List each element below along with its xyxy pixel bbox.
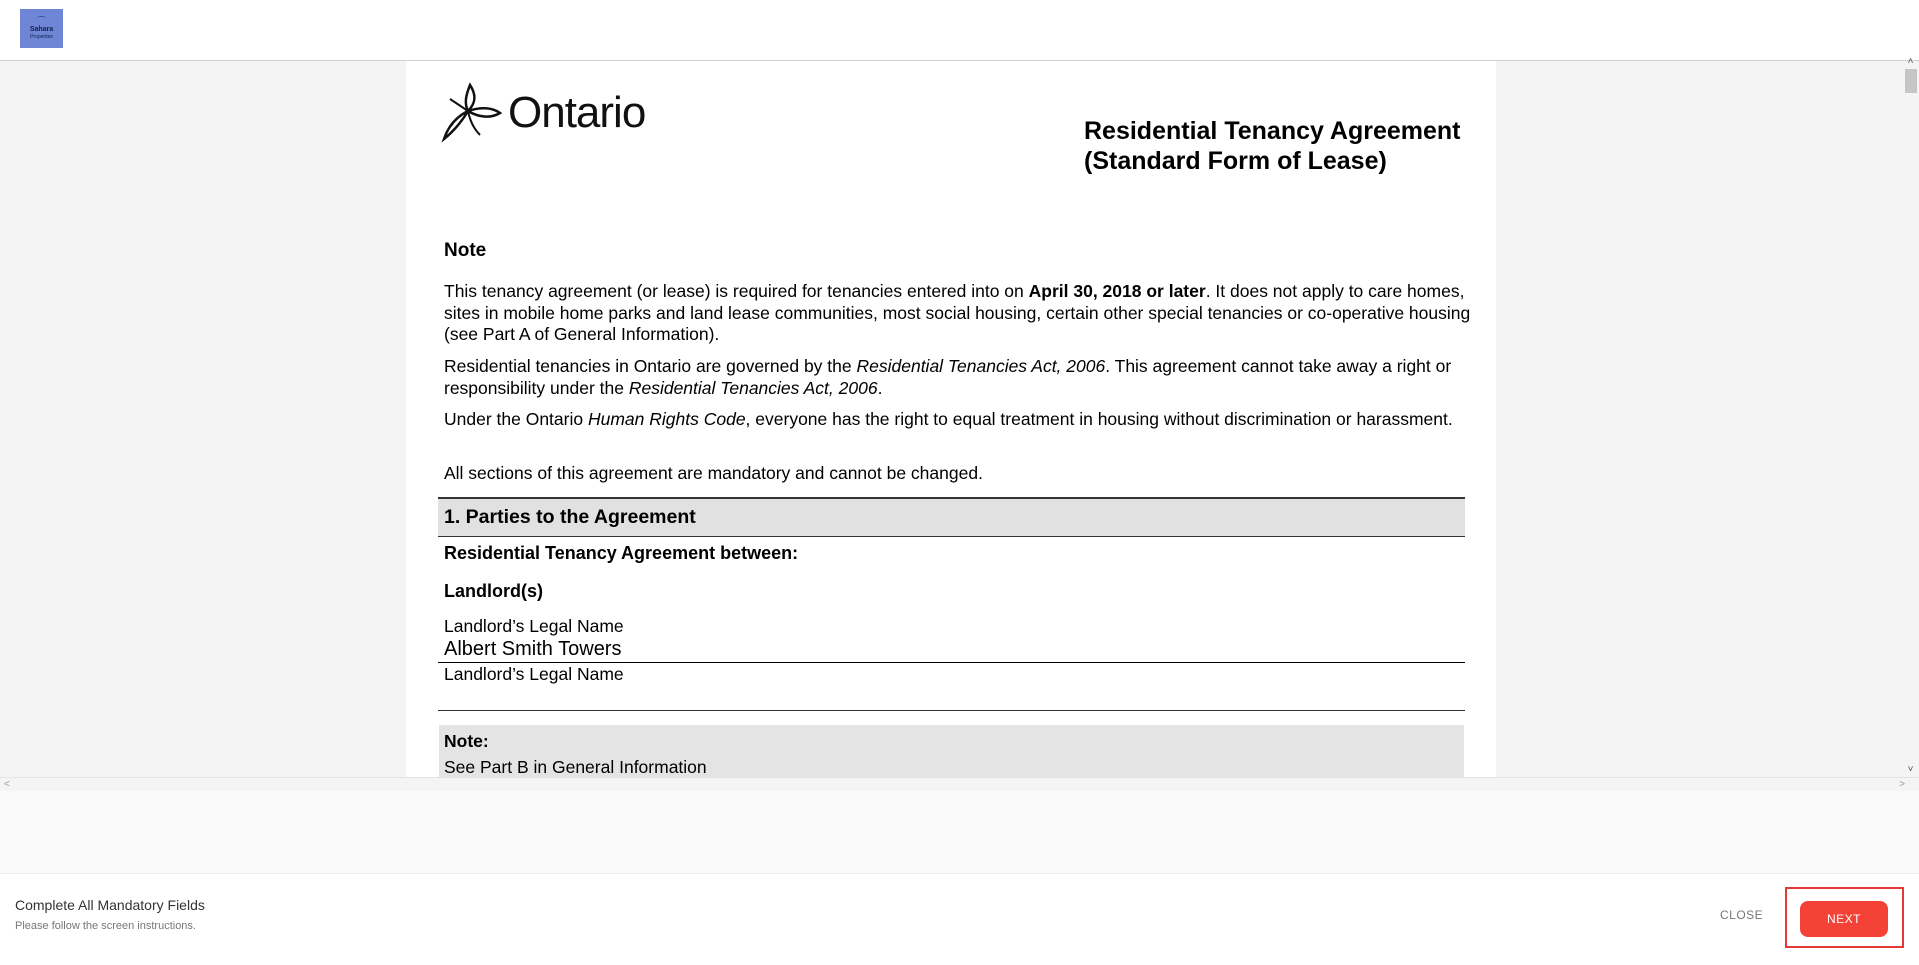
note-box-heading: Note: [444,731,489,751]
footer-bar [0,873,1919,965]
logo-line2: Properties [30,34,53,40]
next-button[interactable]: NEXT [1800,901,1888,937]
note-box [439,725,1464,785]
note-heading: Note [444,240,487,261]
scroll-up-icon[interactable]: ˄ [1907,56,1914,67]
landlord-name-label: Landlord’s Legal Name [444,616,624,636]
landlord-name-field[interactable]: Albert Smith Towers [444,638,622,660]
scroll-left-icon[interactable]: ˂ [4,779,10,790]
title-line1: Residential Tenancy Agreement [1084,117,1461,145]
horizontal-scrollbar[interactable] [0,777,1919,792]
ontario-logo [440,81,645,145]
section-1-title: 1. Parties to the Agreement [444,506,696,528]
landlord-name-caption: Landlord’s Legal Name [444,664,624,684]
field-underline [438,662,1465,663]
intro-paragraph-3: Under the Ontario Human Rights Code, everyone has the right to equal treatment in housing without discrimination or harassment. [444,409,1453,429]
trillium-icon [440,81,504,145]
close-button[interactable]: CLOSE [1720,908,1764,922]
scroll-right-icon[interactable]: ˃ [1899,779,1905,790]
title-line2: (Standard Form of Lease) [1084,147,1387,175]
scroll-down-icon[interactable]: ˅ [1907,764,1914,775]
landlords-heading: Landlord(s) [444,581,543,601]
next-highlight-box [1785,887,1904,948]
footer-title: Complete All Mandatory Fields [15,897,205,913]
document-title [1084,116,1461,176]
top-bar [0,0,1919,61]
section-1-header [438,497,1465,537]
footer-subtitle: Please follow the screen instructions. [15,920,196,932]
intro-paragraph-1: This tenancy agreement (or lease) is required for tenancies entered into on April 30, 2018 or later. It does not apply to care homes, sites in mobile home parks and land lease communities, most social housing, certain other special tenancies or co-operative housing (see Part A of General Information). [444,281,1471,344]
document-viewer[interactable] [0,56,1919,790]
intro-paragraph-2: Residential tenancies in Ontario are governed by the Residential Tenancies Act, 2006. This agreement cannot take away a right or responsibility under the Residential Tenancies Act, 2006. [444,356,1452,398]
logo-line1: Sahara [29,26,54,33]
section-divider [438,710,1465,711]
company-logo[interactable] [20,9,63,48]
content-spacer [0,791,1919,873]
vertical-scroll-thumb[interactable] [1905,69,1917,93]
between-label: Residential Tenancy Agreement between: [444,543,799,563]
ontario-wordmark: Ontario [508,88,646,137]
bird-icon: ⌒ [36,16,46,26]
document-page [406,61,1496,777]
vertical-scrollbar[interactable] [1902,56,1919,777]
intro-paragraph-4: All sections of this agreement are mandatory and cannot be changed. [444,463,983,483]
note-box-text: See Part B in General Information [444,757,707,777]
